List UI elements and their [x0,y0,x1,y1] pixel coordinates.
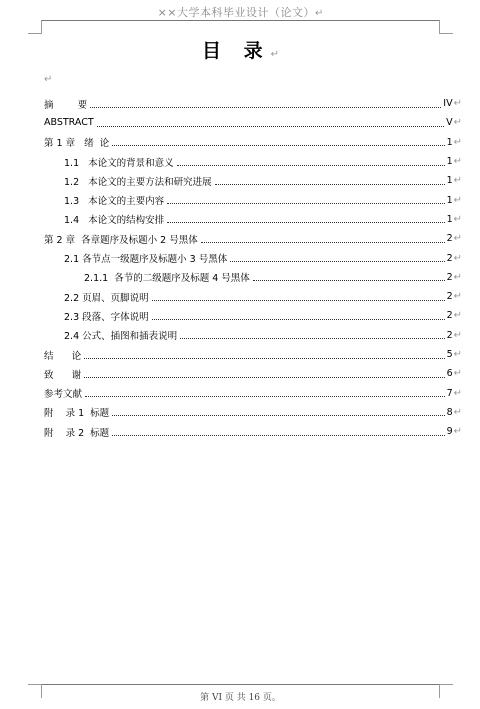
crop-mark-top-right [439,20,453,34]
toc-page-number: 7 [446,387,453,399]
dot-leader [230,260,444,262]
toc-page-number: 1 [446,194,453,206]
toc-entry[interactable] [44,171,462,190]
paragraph-mark-icon: ↵ [453,271,462,283]
dot-leader [152,299,445,301]
toc-entry-label: 第 1 章 绪 论 [44,138,110,150]
toc-page-number: 2 [446,310,453,322]
toc-page-number: 2 [446,271,453,283]
dot-leader [84,357,444,359]
paragraph-mark-icon: ↵ [453,175,462,187]
toc-entry[interactable] [44,326,462,345]
toc-entry-page [447,156,462,167]
paragraph-mark-icon: ↵ [453,233,462,245]
paragraph-mark-icon: ↵ [453,349,462,360]
crop-mark-bottom-right [439,684,453,698]
toc-page-number: 1 [446,156,453,168]
dot-leader [112,144,444,146]
toc-entry-page [447,253,462,264]
toc-entry[interactable] [44,403,462,422]
toc-entry-label: 2.1 各节点一级题序及标题小 3 号黑体 [64,254,228,266]
toc-entry[interactable] [44,345,462,364]
toc-entry-label: 致 谢 [44,369,82,381]
toc-entry[interactable] [44,268,462,287]
paragraph-mark-icon: ↵ [270,49,279,60]
paragraph-mark-icon: ↵ [453,291,462,303]
toc-entry[interactable] [44,94,462,113]
page-header [42,4,439,20]
dot-leader [201,241,445,243]
toc-entry[interactable] [44,113,462,132]
paragraph-mark-icon: ↵ [453,329,462,341]
paragraph-mark-icon: ↵ [453,117,462,129]
toc-entry-label: 1.4 本论文的结构安排 [64,215,165,227]
toc-entry-label: 附 录 2 标题 [44,427,110,439]
toc-entry-page [447,407,462,418]
toc-entry-label: 参考文献 [44,389,83,401]
toc-entry-page [447,175,462,186]
crop-mark-bottom-left [28,684,42,698]
toc-entry-page [443,98,462,109]
toc-entry-label: 2.3 段落、字体说明 [64,311,149,323]
toc-entry[interactable] [44,364,462,383]
toc-entry-page [447,214,462,225]
toc-page-number: 1 [446,213,453,225]
dot-leader [167,202,444,204]
toc-entry-label: 第 2 章 各章题序及标题小 2 号黑体 [44,234,198,246]
toc-entry-page [446,117,462,128]
toc-entry-label: 结 论 [44,350,82,362]
paragraph-mark-icon: ↵ [453,310,462,322]
toc-entry[interactable] [44,248,462,267]
header-rule [42,20,439,21]
toc-entry-label: 2.2 页眉、页脚说明 [64,292,149,304]
toc-page-number: 8 [446,406,453,418]
toc-entry[interactable] [44,229,462,248]
crop-mark-top-left [28,20,42,34]
footer-period: 。 [271,693,281,703]
page-footer [42,690,439,703]
toc-entry[interactable] [44,210,462,229]
page-title [42,36,439,63]
toc-page-number: 1 [446,136,453,148]
table-of-contents [44,94,462,441]
toc-entry-page [447,291,462,302]
title-text: 目 录 [201,40,271,62]
paragraph-mark-icon: ↵ [453,387,462,399]
dot-leader [90,106,441,108]
toc-page-number: 2 [446,233,453,245]
toc-page-number: 2 [446,291,453,303]
dot-leader [112,434,444,436]
toc-entry[interactable] [44,133,462,152]
paragraph-mark-icon: ↵ [453,213,462,225]
paragraph-mark-icon: ↵ [453,406,462,418]
dot-leader [152,318,445,320]
paragraph-mark-icon: ↵ [44,74,53,85]
toc-entry[interactable] [44,306,462,325]
paragraph-mark-icon: ↵ [315,8,324,19]
paragraph-mark-icon: ↵ [453,368,462,380]
toc-page-number: 2 [446,329,453,341]
toc-entry[interactable] [44,190,462,209]
dot-leader [177,164,445,166]
toc-entry-label: 摘 要 [44,99,88,111]
toc-entry-page [447,426,462,437]
toc-page-number: 9 [446,426,453,438]
paragraph-mark-icon: ↵ [453,194,462,206]
toc-entry-page [447,330,462,341]
dot-leader [112,414,444,416]
toc-page-number: 5 [446,349,453,360]
paragraph-mark-icon: ↵ [453,98,462,110]
toc-entry-page [447,272,462,283]
toc-page-number: IV [443,98,453,110]
toc-entry-page [447,310,462,321]
dot-leader [97,125,444,127]
toc-entry-label: 1.1 本论文的背景和意义 [64,157,174,169]
dot-leader [167,221,444,223]
toc-entry[interactable] [44,152,462,171]
paragraph-mark-icon: ↵ [453,136,462,148]
toc-entry-page [447,137,462,148]
toc-entry-label: 2.4 公式、插图和插表说明 [64,331,178,343]
toc-entry-label: 1.3 本论文的主要内容 [64,196,165,208]
toc-entry-page [447,349,462,360]
toc-page-number: V [446,117,453,129]
paragraph-mark-icon: ↵ [453,156,462,168]
dot-leader [253,279,445,281]
dot-leader [180,337,444,339]
toc-entry[interactable] [44,287,462,306]
paragraph-mark-icon: ↵ [453,252,462,264]
dot-leader [84,376,444,378]
dot-leader [85,395,445,397]
toc-entry[interactable] [44,383,462,402]
toc-entry-page [447,233,462,244]
footer-rule [42,684,439,685]
toc-entry[interactable] [44,422,462,441]
toc-page-number: 1 [446,175,453,187]
toc-entry-label: 1.2 本论文的主要方法和研究进展 [64,176,212,188]
toc-entry-page [447,368,462,379]
footer-text: 第 VI 页 共 16 页 [200,693,272,703]
dot-leader [215,183,445,185]
toc-entry-page [447,195,462,206]
toc-entry-page [447,388,462,399]
header-text: ××大学本科毕业设计（论文） [157,6,316,19]
toc-entry-label: 2.1.1 各节的二级题序及标题 4 号黑体 [84,273,250,285]
toc-entry-label: ABSTRACT [44,117,94,129]
toc-entry-label: 附 录 1 标题 [44,408,110,420]
toc-page-number: 6 [446,368,453,380]
paragraph-mark-icon: ↵ [453,426,462,438]
toc-page-number: 2 [446,252,453,264]
